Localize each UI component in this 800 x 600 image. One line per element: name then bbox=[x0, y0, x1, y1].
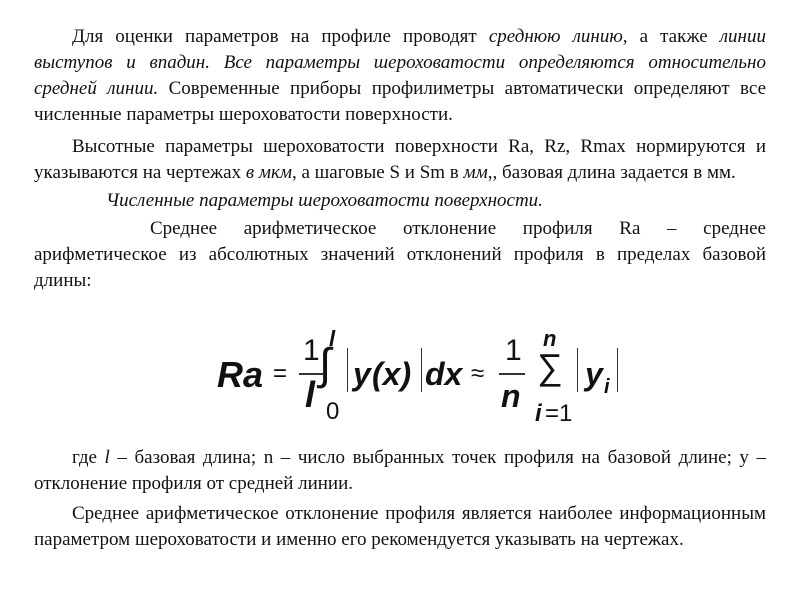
section-heading-text: Численные параметры шероховатости поверхности. bbox=[106, 190, 543, 211]
fraction-bar-2 bbox=[499, 373, 525, 375]
formula-x-argument: (x) bbox=[372, 356, 412, 392]
p2-text-2: , а шаговые S и Sm в bbox=[291, 162, 464, 183]
p1-text-3: Современные приборы профилиметры автоматически определяют все численные параметры шероховатости поверхности. bbox=[34, 78, 766, 125]
p2-italic-1: в мкм bbox=[245, 162, 292, 183]
paragraph-where bbox=[34, 445, 766, 497]
formula-numerator-1: 1 bbox=[303, 334, 320, 367]
text-block-top bbox=[34, 24, 766, 294]
section-heading bbox=[34, 188, 766, 214]
p4-text-1: где bbox=[72, 447, 105, 468]
abs-bar-right-1 bbox=[421, 348, 422, 392]
ra-formula bbox=[215, 326, 635, 428]
integral-sign: ∫ bbox=[319, 340, 332, 389]
p1-italic-1: среднюю линию bbox=[488, 26, 623, 47]
p1-text-2: , а также bbox=[622, 26, 720, 47]
p4-italic-l: l bbox=[104, 447, 110, 468]
p1-italic-2: линии выступов и впадин. Все параметры шероховатости определяются относительно средней линии. bbox=[34, 26, 766, 99]
abs-bar-left-2 bbox=[577, 348, 578, 392]
sum-lower-value: =1 bbox=[545, 400, 573, 427]
paragraph-ra-definition: Среднее арифметическое отклонение профиля Ra – среднее арифметическое из абсолютных значений отклонений профиля в пределах базовой длины: bbox=[34, 218, 766, 291]
abs-bar-right-2 bbox=[617, 348, 618, 392]
formula-numerator-2: 1 bbox=[505, 334, 522, 367]
p2-text-3: ,, базовая длина задается в мм. bbox=[487, 162, 736, 183]
formula-y-i: y bbox=[585, 356, 603, 392]
formula-lhs: Ra bbox=[217, 354, 264, 395]
formula-approx: ≈ bbox=[471, 360, 485, 387]
paragraph-mean-line bbox=[34, 24, 766, 128]
formula-denominator-1: l bbox=[305, 374, 316, 415]
formula-y-of-x: y bbox=[353, 356, 371, 392]
integral-upper-limit: l bbox=[329, 326, 336, 351]
p4-text-2: – базовая длина; n – число выбранных точек профиля на базовой длине; y – отклонение профиля от средней линии. bbox=[34, 447, 767, 494]
p1-text-1: Для оценки параметров на профиле проводят bbox=[72, 26, 489, 47]
integral-lower-limit: 0 bbox=[326, 398, 340, 425]
paragraph-conclusion: Среднее арифметическое отклонение профиля является наиболее информационным параметром шероховатости и именно его рекомендуется указывать на чертежах. bbox=[34, 503, 766, 550]
sum-lower-index: i bbox=[535, 400, 542, 427]
text-block-bottom bbox=[34, 445, 766, 553]
abs-bar-left-1 bbox=[347, 348, 348, 392]
formula-denominator-2: n bbox=[501, 378, 521, 414]
p2-text-1: Высотные параметры шероховатости поверхности Ra, Rz, Rmax нормируются и указываются на чертежах bbox=[34, 136, 766, 183]
sum-upper-limit: n bbox=[543, 326, 557, 351]
p2-italic-2: мм bbox=[463, 162, 488, 183]
formula-equals: = bbox=[273, 360, 288, 387]
paragraph-height-params bbox=[34, 134, 766, 186]
sum-sign: ∑ bbox=[537, 346, 563, 387]
formula-dx: dx bbox=[425, 356, 463, 392]
formula-y-i-subscript: i bbox=[604, 376, 610, 398]
